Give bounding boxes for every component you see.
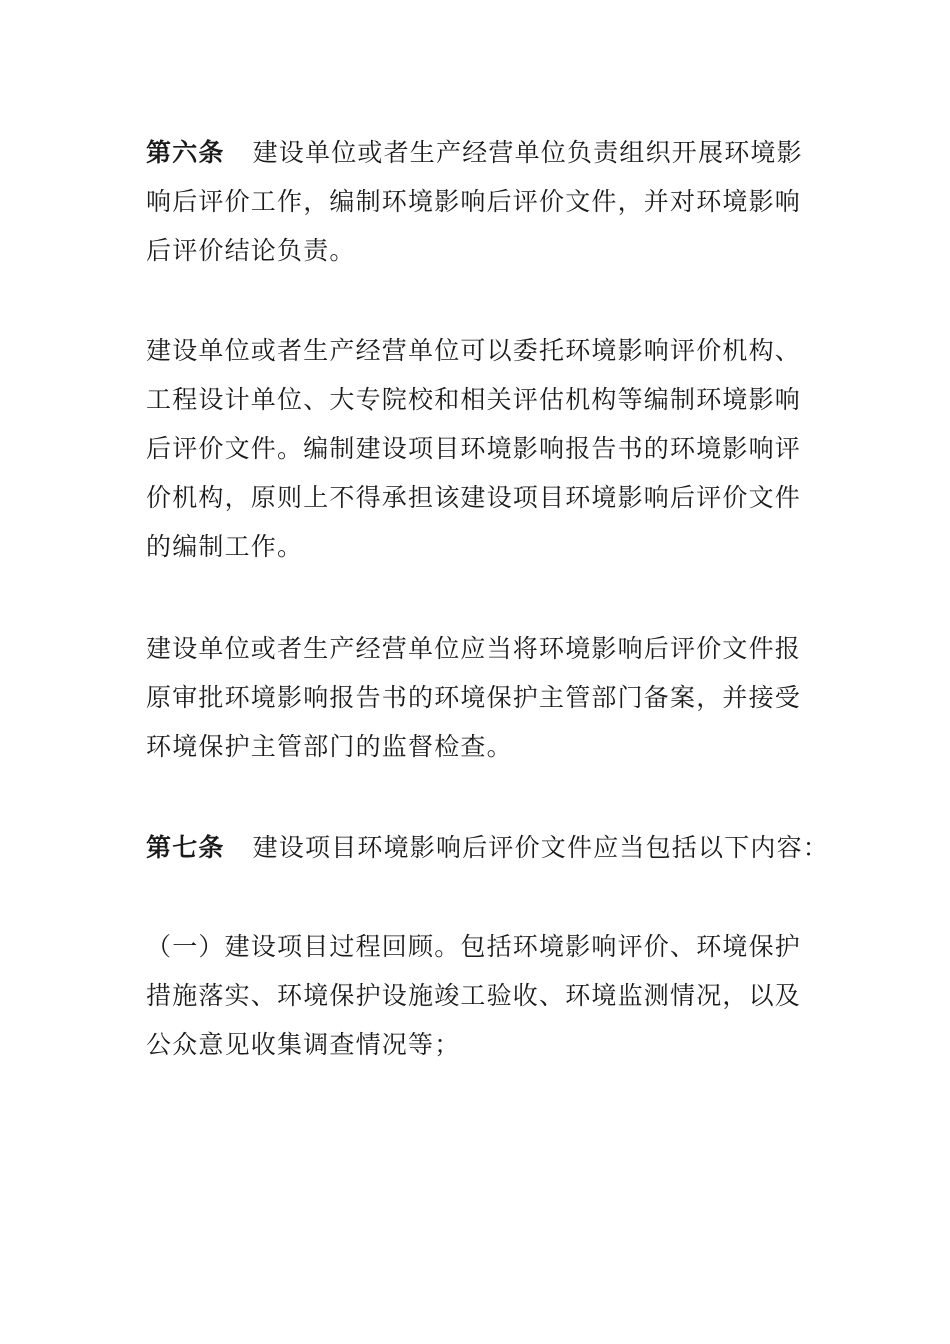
filing-paragraph [146,624,808,771]
text-line: 后评价结论负责。 [146,236,356,265]
entrust-paragraph [146,326,808,571]
text-line: 的编制工作。 [146,532,304,561]
article-number: 第六条 [146,138,225,167]
text-line [146,128,808,177]
text-line: 建设单位或者生产经营单位可以委托环境影响评价机构、 [146,336,802,365]
line-text: 建设单位或者生产经营单位负责组织开展环境影 [252,138,803,167]
line-text: 建设项目环境影响后评价文件应当包括以下内容： [252,833,830,862]
text-line: 价机构，原则上不得承担该建设项目环境影响后评价文件 [146,483,802,512]
article-6-paragraph [146,128,808,275]
text-line [146,823,830,872]
text-line: （一）建设项目过程回顾。包括环境影响评价、环境保护 [146,932,802,961]
item-1-paragraph [146,922,808,1069]
text-line: 环境保护主管部门的监督检查。 [146,732,513,761]
text-line: 公众意见收集调查情况等； [146,1030,461,1059]
text-line: 工程设计单位、大专院校和相关评估机构等编制环境影响 [146,385,802,414]
text-line: 响后评价工作，编制环境影响后评价文件，并对环境影响 [146,187,802,216]
text-line: 后评价文件。编制建设项目环境影响报告书的环境影响评 [146,434,802,463]
text-line: 建设单位或者生产经营单位应当将环境影响后评价文件报 [146,634,802,663]
article-number: 第七条 [146,833,225,862]
text-line: 措施落实、环境保护设施竣工验收、环境监测情况，以及 [146,981,802,1010]
article-7-paragraph [146,823,830,872]
text-line: 原审批环境影响报告书的环境保护主管部门备案，并接受 [146,683,802,712]
